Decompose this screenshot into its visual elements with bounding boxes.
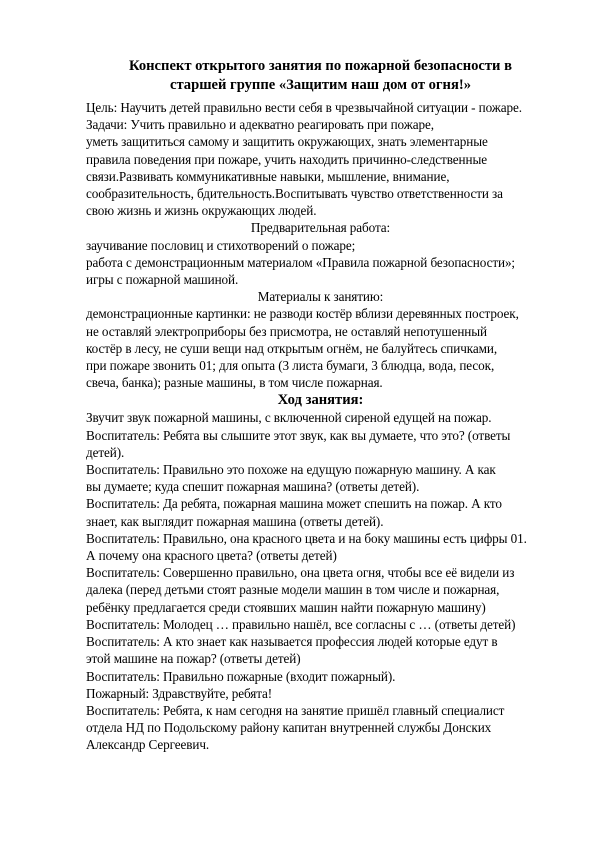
course-line: Александр Сергеевич.: [86, 737, 210, 753]
course-line: ребёнку предлагается среди стоявших машин найти пожарную машину): [86, 599, 486, 615]
course-line: Воспитатель: Правильно это похоже на едущую пожарную машину. А как: [86, 462, 496, 478]
course-line: Воспитатель: Да ребята, пожарная машина может спешить на пожар. А кто: [86, 496, 502, 512]
course-line: Звучит звук пожарной машины, с включенной сиреной едущей на пожар.: [86, 410, 492, 426]
materials-line: демонстрационные картинки: не разводи костёр вблизи деревянных построек,: [86, 306, 519, 322]
course-line: Воспитатель: Ребята вы слышите этот звук, как вы думаете, что это? (ответы: [86, 427, 511, 443]
materials-line: при пожаре звонить 01; для опыта (3 листа бумаги, 3 блюдца, вода, песок,: [86, 358, 495, 374]
course-line: А почему она красного цвета? (ответы детей): [86, 548, 337, 564]
course-line: Воспитатель: Молодец … правильно нашёл, все согласны с … (ответы детей): [86, 616, 516, 632]
intro-block: [86, 99, 555, 219]
materials-line: свеча, банка); разные машины, в том числе пожарная.: [86, 375, 383, 391]
materials-block: [86, 288, 555, 391]
course-line: знает, как выглядит пожарная машина (ответы детей).: [86, 513, 384, 529]
course-line: этой машине на пожар? (ответы детей): [86, 651, 301, 667]
title-line-2: старшей группе «Защитим наш дом от огня!»: [169, 77, 472, 93]
course-line: Воспитатель: А кто знает как называется профессия людей которые едут в: [86, 634, 498, 650]
intro-line: Цель: Научить детей правильно вести себя в чрезвычайной ситуации - пожаре.: [86, 100, 522, 115]
course-block: [86, 391, 555, 753]
course-line: Воспитатель: Правильно, она красного цвета и на боку машины есть цифры 01.: [86, 530, 527, 546]
course-line: Воспитатель: Совершенно правильно, она цвета огня, чтобы все её видели из: [86, 565, 515, 581]
materials-line: костёр в лесу, не суши вещи над открытым огнём, не балуйтесь спичками,: [86, 340, 498, 356]
materials-line: не оставляй электроприборы без присмотра, не оставляй непотушенный: [86, 323, 487, 339]
course-line: Пожарный: Здравствуйте, ребята!: [86, 685, 273, 701]
prep-heading: Предварительная работа:: [250, 220, 391, 236]
intro-line: сообразительность, бдительность.Воспитывать чувство ответственности за: [86, 186, 503, 202]
course-line: вы думаете; куда спешит пожарная машина? (ответы детей).: [86, 479, 420, 495]
course-line: Воспитатель: Ребята, к нам сегодня на занятие пришёл главный специалист: [86, 702, 505, 718]
intro-line: правила поведения при пожаре, учить находить причинно-следственные: [86, 151, 487, 167]
materials-heading: Материалы к занятию:: [257, 289, 384, 305]
course-line: Воспитатель: Правильно пожарные (входит пожарный).: [86, 668, 396, 684]
intro-line: Задачи: Учить правильно и адекватно реагировать при пожаре,: [86, 117, 434, 133]
intro-line: связи.Развивать коммуникативные навыки, мышление, внимание,: [86, 168, 450, 184]
prep-line: заучивание пословиц и стихотворений о пожаре;: [86, 237, 356, 253]
document-title: [86, 57, 555, 95]
prep-line: игры с пожарной машиной.: [86, 272, 239, 288]
title-line-1: Конспект открытого занятия по пожарной безопасности в: [129, 58, 512, 74]
course-line: отдела НД по Подольскому району капитан внутренней службы Донских: [86, 720, 492, 736]
course-heading: Ход занятия:: [277, 392, 364, 409]
course-line: далека (перед детьми стоят разные модели машин в том числе и пожарная,: [86, 582, 500, 598]
intro-line: уметь защититься самому и защитить окружающих, знать элементарные: [86, 134, 488, 150]
course-line: детей).: [86, 444, 125, 460]
prep-line: работа с демонстрационным материалом «Правила пожарной безопасности»;: [86, 254, 515, 270]
intro-line: свою жизнь и жизнь окружающих людей.: [86, 203, 317, 219]
prep-block: [86, 219, 555, 288]
